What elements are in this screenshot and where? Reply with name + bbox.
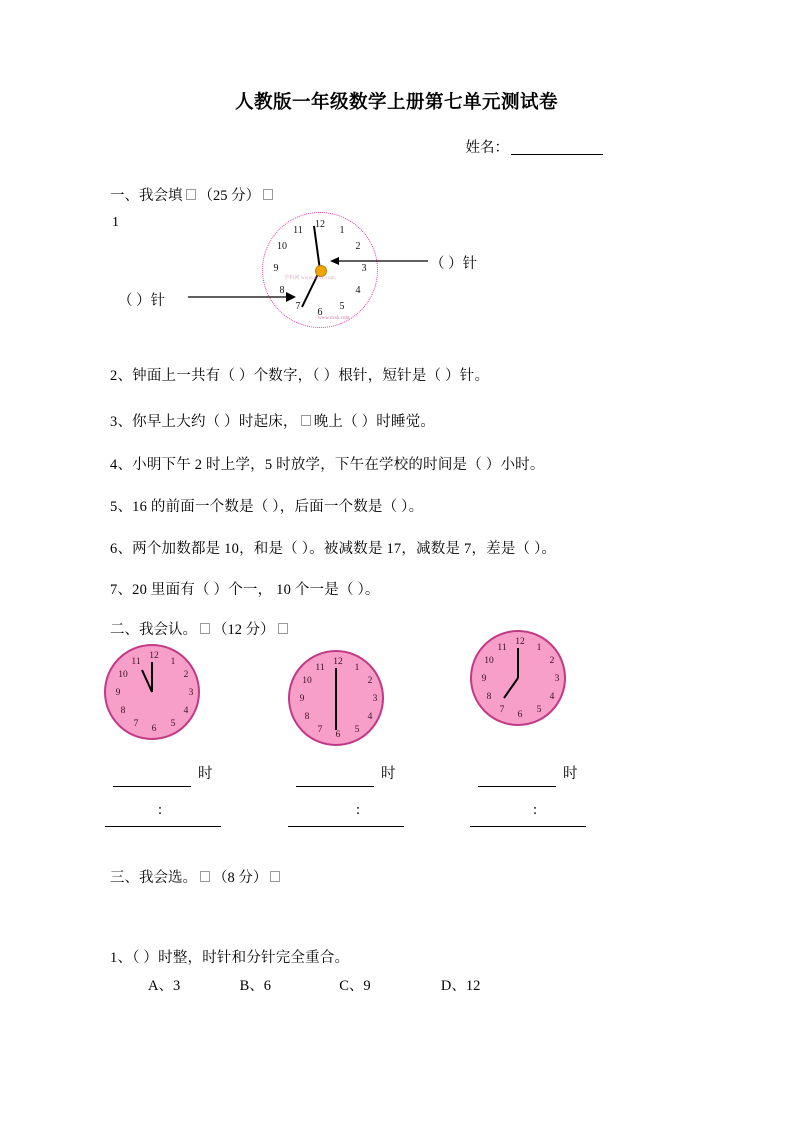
- answer-blank-2-hour[interactable]: [296, 786, 374, 787]
- clock-number: 7: [317, 725, 323, 735]
- clock-number: 6: [517, 710, 523, 720]
- question-1-label-left: （ ）针: [118, 293, 166, 309]
- clock-hands: [106, 646, 202, 742]
- clock-number: 2: [183, 670, 189, 680]
- question-5: 5、16 的前面一个数是（ ），后面一个数是（ ）。: [110, 499, 424, 515]
- question-3-text-a: 3、你早上大约（ ）时起床，: [110, 414, 298, 430]
- pink-clock-3: [470, 630, 566, 726]
- clock-number: 2: [355, 241, 361, 252]
- question-2: 2、钟面上一共有（ ）个数字，（ ）根针，短针是（ ）针。: [110, 368, 490, 384]
- question-4: 4、小明下午 2 时上学，5 时放学，下午在学校的时间是（ ）小时。: [110, 457, 545, 473]
- box-glyph-icon: [278, 623, 288, 634]
- clock-number: 4: [183, 706, 189, 716]
- answer-blank-1-hour[interactable]: [113, 786, 191, 787]
- pink-clock-1: [104, 644, 200, 740]
- watermark-text-2: www.zxxk.com: [318, 316, 350, 321]
- answer-blank-2-colon[interactable]: [288, 826, 404, 827]
- section-3-question-1: 1、（ ）时整，时针和分针完全重合。: [110, 950, 350, 966]
- clock-number: 4: [549, 692, 555, 702]
- clock-number: 8: [120, 706, 126, 716]
- clock-number: 10: [484, 656, 494, 666]
- clock-number: 12: [333, 657, 343, 667]
- box-glyph-icon: [200, 871, 210, 882]
- clock-number: 2: [549, 656, 555, 666]
- question-3: [110, 410, 435, 431]
- section-3-heading-text: 三、我会选。: [110, 870, 197, 886]
- clock-number: 9: [299, 694, 305, 704]
- clock-number: 11: [315, 663, 325, 673]
- clock-number: 3: [554, 674, 560, 684]
- option-d[interactable]: D、12: [440, 978, 481, 994]
- section-3-heading: [110, 866, 283, 887]
- name-input-blank[interactable]: [511, 139, 603, 155]
- box-glyph-icon: [186, 189, 196, 200]
- clock-number: 5: [536, 705, 542, 715]
- colon-2: :: [356, 802, 361, 818]
- answer-blank-3-colon[interactable]: [470, 826, 586, 827]
- clock-number: 12: [149, 651, 159, 661]
- clock-hands: [472, 632, 568, 728]
- section-1-score: （25 分）: [198, 188, 261, 204]
- clock-number: 5: [170, 719, 176, 729]
- clock-number: 7: [133, 719, 139, 729]
- clock-number: 6: [335, 730, 341, 740]
- clock-number: 10: [277, 241, 287, 252]
- clock-number: 4: [355, 285, 361, 296]
- section-2-heading-text: 二、我会认。: [110, 622, 197, 638]
- clock-number: 1: [170, 657, 176, 667]
- question-1-number: 1: [112, 215, 119, 230]
- box-glyph-icon: [200, 623, 210, 634]
- pointer-arrow-left: [188, 285, 298, 306]
- unit-label-3: 时: [563, 766, 578, 782]
- box-glyph-icon: [270, 871, 280, 882]
- section-1-heading: [110, 184, 276, 205]
- section-1-heading-text: 一、我会填: [110, 188, 183, 204]
- answer-blank-3-hour[interactable]: [478, 786, 556, 787]
- clock-number: 2: [367, 676, 373, 686]
- question-1-label-right: （ ）针: [430, 256, 478, 272]
- unit-label-1: 时: [198, 766, 213, 782]
- clock-number: 6: [317, 307, 323, 318]
- clock-number: 9: [481, 674, 487, 684]
- box-glyph-icon: [263, 189, 273, 200]
- clock-number: 7: [499, 705, 505, 715]
- clock-number: 3: [188, 688, 194, 698]
- clock-number: 11: [497, 643, 507, 653]
- page-title: 人教版一年级数学上册第七单元测试卷: [234, 93, 558, 113]
- clock-number: 10: [302, 676, 312, 686]
- clock-number: 7: [295, 301, 301, 312]
- clock-number: 5: [354, 725, 360, 735]
- clock-number: 10: [118, 670, 128, 680]
- clock-hands: [290, 652, 386, 748]
- clock-number: 9: [273, 263, 279, 274]
- clock-number: 1: [339, 225, 345, 236]
- clock-number: 8: [304, 712, 310, 722]
- clock-number: 9: [115, 688, 121, 698]
- clock-number: 1: [536, 643, 542, 653]
- clock-number: 8: [486, 692, 492, 702]
- colon-3: :: [533, 802, 538, 818]
- clock-number: 6: [151, 724, 157, 734]
- clock-number: 12: [515, 637, 525, 647]
- name-label: 姓名：: [465, 140, 509, 156]
- clock-number: 11: [131, 657, 141, 667]
- pink-clock-2: [288, 650, 384, 746]
- question-1-clock-illustration: [262, 212, 380, 330]
- watermark-text: 学科网 www.zxxk.com: [284, 276, 335, 281]
- pointer-arrow-right: [330, 252, 430, 270]
- clock-number: 12: [315, 219, 325, 230]
- question-3-text-b: 晚上（ ）时睡觉。: [313, 414, 436, 430]
- clock-number: 3: [361, 263, 367, 274]
- name-field-row: [466, 136, 604, 157]
- option-b[interactable]: B、6: [239, 978, 272, 994]
- section-2-heading: [110, 618, 291, 639]
- question-6: 6、两个加数都是 10，和是（ ）。被减数是 17，减数是 7，差是（ ）。: [110, 541, 557, 557]
- clock-number: 3: [372, 694, 378, 704]
- option-c[interactable]: C、9: [339, 978, 371, 994]
- section-3-score: （8 分）: [213, 870, 268, 886]
- colon-1: :: [158, 802, 163, 818]
- clock-number: 11: [293, 225, 303, 236]
- question-7: 7、20 里面有（ ）个一， 10 个一是（ ）。: [110, 582, 380, 598]
- answer-blank-1-colon[interactable]: [105, 826, 221, 827]
- option-a[interactable]: A、3: [148, 978, 181, 994]
- box-glyph-icon: [301, 415, 311, 426]
- section-3-options: [148, 974, 480, 995]
- clock-number: 5: [339, 301, 345, 312]
- clock-number: 1: [354, 663, 360, 673]
- section-2-score: （12 分）: [213, 622, 275, 638]
- clock-number: 8: [279, 285, 285, 296]
- unit-label-2: 时: [381, 766, 396, 782]
- clock-number: 4: [367, 712, 373, 722]
